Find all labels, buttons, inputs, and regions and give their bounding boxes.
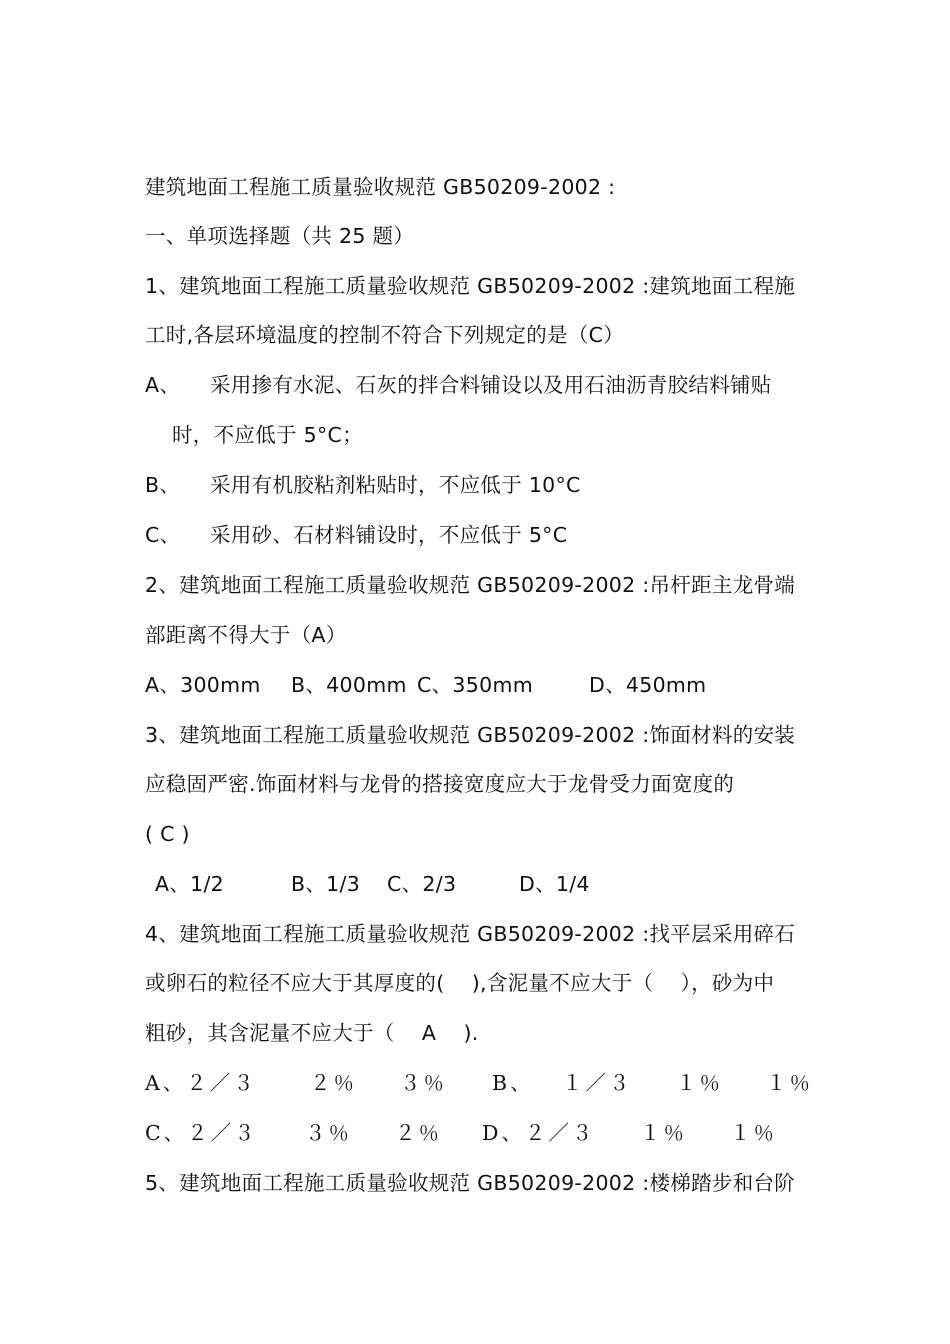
option-value: ３％	[305, 1121, 352, 1145]
option-d: D、1/4	[519, 872, 590, 896]
option-value: ２％	[395, 1121, 442, 1145]
option-a: A、1/2	[155, 872, 225, 896]
question-3-line-3: ( C )	[145, 822, 190, 846]
option-label: C、	[145, 523, 181, 547]
option-text: 采用掺有水泥、石灰的拌合料铺设以及用石油沥青胶结料铺贴	[210, 373, 772, 397]
option-text: 采用有机胶粘剂粘贴时，不应低于 10°C	[210, 473, 581, 497]
option-label: A、	[145, 373, 181, 397]
question-5-line-1: 5、建筑地面工程施工质量验收规范 GB50209-2002 :楼梯踏步和台阶	[145, 1171, 796, 1195]
option-value: １％	[730, 1121, 777, 1145]
option-c: C、２／３	[145, 1121, 258, 1145]
question-3-line-1: 3、建筑地面工程施工质量验收规范 GB50209-2002 :饰面材料的安装	[145, 723, 796, 747]
question-2-line-1: 2、建筑地面工程施工质量验收规范 GB50209-2002 :吊杆距主龙骨端	[145, 573, 796, 597]
option-d: D、２／３	[482, 1121, 596, 1145]
option-value: １％	[676, 1071, 723, 1095]
option-d: D、450mm	[589, 673, 707, 697]
option-value: ２％	[310, 1071, 357, 1095]
option-c: C、2/3	[387, 872, 457, 896]
option-a: A、２／３	[145, 1071, 257, 1095]
option-b: B、400mm	[291, 673, 407, 697]
question-4-line-2: 或卵石的粒径不应大于其厚度的( ),含泥量不应大于（ ），砂为中	[145, 971, 775, 995]
option-c: C、350mm	[417, 673, 533, 697]
option-a: A、300mm	[145, 673, 261, 697]
question-4-line-1: 4、建筑地面工程施工质量验收规范 GB50209-2002 :找平层采用碎石	[145, 922, 796, 946]
option-value: ３％	[400, 1071, 447, 1095]
option-label: B、	[145, 473, 181, 497]
section-heading: 一、单项选择题（共 25 题）	[145, 224, 415, 248]
option-text: 采用砂、石材料铺设时，不应低于 5°C	[210, 523, 568, 547]
document-title: 建筑地面工程施工质量验收规范 GB50209-2002 :	[145, 175, 616, 199]
option-b: B、	[492, 1071, 534, 1095]
option-text: 时，不应低于 5°C；	[172, 423, 363, 447]
question-2-line-2: 部距离不得大于（A）	[145, 623, 347, 647]
question-3-line-2: 应稳固严密.饰面材料与龙骨的搭接宽度应大于龙骨受力面宽度的	[145, 772, 735, 796]
option-b: B、1/3	[291, 872, 361, 896]
question-1-line-1: 1、建筑地面工程施工质量验收规范 GB50209-2002 :建筑地面工程施	[145, 274, 796, 298]
option-value: １／３	[562, 1071, 633, 1095]
option-value: １％	[766, 1071, 813, 1095]
question-4-line-3: 粗砂，其含泥量不应大于（ A ).	[145, 1021, 479, 1045]
option-value: １％	[640, 1121, 687, 1145]
question-1-line-2: 工时,各层环境温度的控制不符合下列规定的是（C）	[145, 323, 625, 347]
